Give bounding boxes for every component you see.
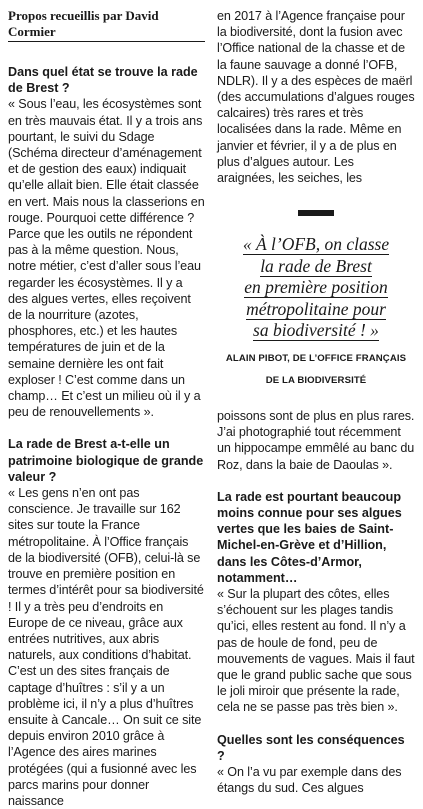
question-2: La rade de Brest a-t-elle un patrimoine biologique de grande valeur ? bbox=[8, 437, 204, 484]
quote-line: sa biodiversité ! » bbox=[253, 320, 379, 341]
question-1: Dans quel état se trouve la rade de Brest ? bbox=[8, 65, 198, 96]
quote-line: la rade de Brest bbox=[260, 255, 372, 276]
pull-quote-text bbox=[217, 234, 415, 342]
question-3: La rade est pourtant beaucoup moins connue pour ses algues vertes que les baies de Saint-Michel-en-Grève et d’Hillion, dans les Côtes-d’Armor, notamment… bbox=[217, 489, 402, 585]
answer-2: « Les gens n’en ont pas conscience. Je travaille sur 162 sites sur toute la France métropolitaine. À l’Office français de la biodiversité (OFB), celui-là se trouve en première position en termes d’intérêt pour sa biodiversité ! Il y a très peu d’endroits en Europe de ce niveau, grâce aux entrées nutritives, aux abris naturels, aux conditions d’habitat. C’est un des sites français de captage d’huîtres : s’il y a un problème ici, il n’y a plus d’huîtres ensuite à Cancale… On suit ce site depuis environ 2010 grâce à l’Agence des aires marines protégées (qui a fusionné avec les parcs marins pour donner naissance bbox=[8, 486, 204, 808]
quote-attribution bbox=[217, 348, 415, 392]
quote-rule-mark bbox=[298, 210, 334, 216]
byline bbox=[8, 8, 205, 42]
right-column bbox=[217, 8, 415, 796]
answer-2-end: poissons sont de plus en plus rares. J’ai photographié tout récemment un hippocampe emmêlé au banc du Roz, dans la baie de Daoulas ». bbox=[217, 408, 415, 472]
answer-1: « Sous l’eau, les écosystèmes sont en très mauvais état. Il y a trois ans pourtant, le suivi du Sdage (Schéma directeur d’aménagement et de gestion des eaux) indiquait qu’elle allait bien. Elle était classée en vert. Mais nous la classerions en rouge. Pourquoi cette différence ? Parce que les outils ne répondent pas à la même question. Nous, notre métier, c’est d’aller sous l’eau regarder les écosystèmes. Il y a des algues vertes, elles reçoivent de la nourriture (azotes, phosphores, etc.) et les hautes températures de juin et de la semaine dernière les ont fait exploser ! C’est comme dans un champ… Et c’est un milieu où il y a peu de renouvellements ». bbox=[8, 97, 205, 420]
answer-3: « Sur la plupart des côtes, elles s’échouent sur les plages tandis qu’ici, elles restent au fond. Il n’y a pas de houle de fond, peu de mouvements de vagues. Mais il faut que le grand public sache que sous le joli miroir que présente la rade, cela ne se passe pas très bien ». bbox=[217, 586, 415, 715]
quote-line: métropolitaine pour bbox=[246, 298, 386, 319]
answer-2-continued: en 2017 à l’Agence française pour la biodiversité, dont la fusion avec l’Office national de la chasse et de la faune sauvage a donné l’OFB, NDLR). Il y a des espèces de maërl (des accumulations d’algues rouges calcaires) très rares et très localisées dans la rade. Même en janvier et février, il y a de plus en plus d’algues autour. Les araignées, les seiches, les bbox=[217, 9, 415, 186]
byline-text: Propos recueillis par David Cormier bbox=[8, 8, 159, 39]
left-column bbox=[8, 8, 205, 809]
quote-line: « À l’OFB, on classe bbox=[242, 234, 390, 255]
answer-4: « On l’a vu par exemple dans des étangs du sud. Ces algues bbox=[217, 765, 402, 796]
question-4: Quelles sont les conséquences ? bbox=[217, 732, 405, 763]
attribution-line-2: DE LA BIODIVERSITÉ bbox=[265, 374, 367, 386]
attribution-line-1: ALAIN PIBOT, DE L’OFFICE FRANÇAIS bbox=[225, 352, 407, 364]
byline-rule bbox=[8, 41, 205, 42]
pull-quote bbox=[217, 210, 415, 392]
quote-line: en première position bbox=[244, 277, 388, 298]
